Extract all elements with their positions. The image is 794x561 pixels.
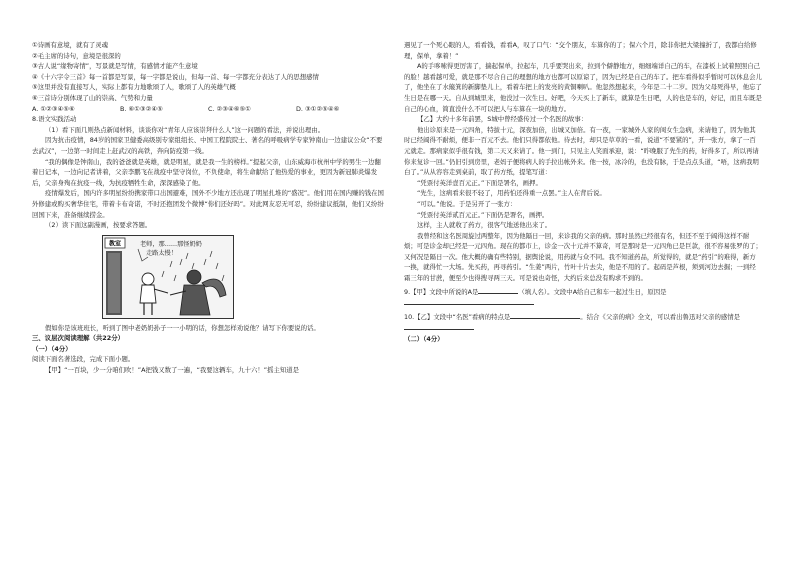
question-9: 9.【甲】文段中所说的A是 （填人名）。文段中A给自己和车一起过生日，原因是 bbox=[404, 286, 762, 309]
passage-yi-p7: 我曾经和这名医周旋过两整年，因为他隔日一回，来诊我的父亲的病。那时虽然已经很有名，但还不至于阔得这样不耐烦；可是诊金却已经是一元四角。现在的都市上，诊金一次十元并不算奇，可是那时是一元四角已是巨款，很不容易张罗的了；又何况是隔日一次。他大概的确有些特别，据舆论说，用药就与众不同。我不知道药品，所觉得的，就是“药引”的难得，新方一换，就得忙一大场。先买药，再寻药引。“生姜”两片，竹叶十片去尖，他是不用的了。起码是芦根，须到河边去掘；一到经霜三年的甘蔗，便至少也得搜寻两三天。可是说也奇怪，大约后来总没有购求不到的。 bbox=[404, 231, 762, 283]
option-c: C. ②③④⑥⑤① bbox=[208, 104, 251, 113]
statement-5: ⑤这里并没有直接写人，实际上都有力地歌颂了人，歌颂了人的英雄气概 bbox=[32, 83, 236, 92]
cartoon-image bbox=[102, 235, 234, 319]
right-column bbox=[404, 40, 762, 345]
cartoon-label: 教室 bbox=[108, 240, 122, 248]
question-1-intro: （1）看下面几则热点新闻材料，谈谈你对“青年人应该崇拜什么人”这一问题的看法，并说出理由。 bbox=[45, 125, 325, 134]
part-2-title: （二）（4分） bbox=[404, 335, 444, 344]
news-paragraph-3: 疫情爆发后，国内许多明星纷纷携家带口出国避难，国外不少地方还出现了明星扎堆的“盛况”。他们用在国内赚的钱在国外修建或购买奢华住宅，带着卡布奇诺，不时还抱团发个微博“你们还好吗”。对此网友忍无可忍，纷纷建议抵制，他们又纷纷回国下来，准备继续捞金。 bbox=[32, 189, 384, 219]
answer-blank-9a[interactable] bbox=[478, 286, 518, 294]
statement-1: ①诗画有意境，就有了灵魂 bbox=[32, 41, 109, 49]
answer-options bbox=[32, 104, 384, 115]
statement-2: ②毛主席的诗句，意境是很深的 bbox=[32, 51, 121, 60]
speech-line-2: 走路太慢！ bbox=[146, 249, 177, 257]
answer-blank-9b[interactable] bbox=[404, 297, 534, 305]
question-10: 10.【乙】文段中“名医”看病的特点是 。结合《父亲的病》全文，可以看出鲁迅对父亲的感情是 bbox=[404, 311, 762, 334]
section-3-title: 三、议层次阅读理解（共22分） bbox=[32, 334, 124, 343]
passage-jia-cont-2: A的手哆嗦得更厉害了，揣起保单，拉起车，几乎要哭出来，拉到个僻静地方，细细端详自己的车，在漆板上试着照照自己的脸！越看越可爱，就是那不尽合自己的理想的地方也都可以原谅了，因为已经是自己的车了。把车看得似乎暂时可以休息会儿了，他坐在了水簸箕的新脚垫儿上，看着车把上的发亮的黄铜喇叭。他忽然想起来，今年是二十二岁。因为父母死得早，他忘了生日是在哪一天。自从到城里来，他没过一次生日。好吧，今天买上了新车，就算是生日吧，人的也是车的，好记，而且车既是自己的心血，简直没什么不可以把人与车算在一块的地方。 bbox=[404, 62, 762, 113]
passage-jia-cont-1: 遇见了一个死心眼的人，看看钱，看看A，叹了口气：“交个朋友，车算你的了；保六个月，除非你把大梁撞折了，我都白给修理，保单，拿着！” bbox=[404, 41, 757, 60]
question-2-prompt: 假如你是该班班长，听到了图中老奶奶孙子一一小明的话，你想怎样劝说他？请写下你要说的话。 bbox=[45, 323, 320, 332]
cartoon-drawing bbox=[102, 235, 234, 319]
passage-jia-start: 【甲】“一百块，少一分咱们吹！”A把钱又数了一遍，“我要这辆车，九十六！”摇主知道是 bbox=[45, 366, 300, 375]
passage-yi-p5: “凭票付英洋贰百元正。”下面仍是署名，画押。 bbox=[417, 210, 549, 219]
statement-3: ③古人说“缘物寄情”，写景就是写情，有感情才能产生意境 bbox=[32, 62, 198, 71]
option-d: D. ③①②⑤④⑥ bbox=[296, 104, 340, 113]
statement-6: ⑥三首诗分别体现了山的崇高、气势和力量 bbox=[32, 93, 153, 102]
passage-yi-p2: “凭票付英洋壹百元正。”下面是署名，画押。 bbox=[417, 178, 542, 187]
news-paragraph-1: 因为抗击疫情，84岁的国家卫健委高级别专家组组长、中国工程院院士、著名的呼吸病学专家钟南山一边建议公众“不要去武汉”，一边第一时间走上赶武汉的高铁，奔向防疫第一线。 bbox=[32, 136, 383, 155]
news-paragraph-2: “我的偶像是钟南山，我的爸爸就是英雄，就是明星，就是我一生的榜样。”提起父亲，山东威海市杭州中学的男生一边翻着日记本，一边向记者讲着，父亲李鹏飞在战疫中坚守岗位，不负使命，将生命献给了他热爱的事业，更因为新冠肺炎爆发后，父亲身殉在抗疫一线，为抗疫牺牲生命，深深感染了他。 bbox=[32, 157, 381, 187]
passage-yi-title: 【乙】大约十多年前罢，S城中曾经盛传过一个名医的故事： bbox=[417, 115, 588, 124]
option-a: A. ①②③④⑤⑥ bbox=[32, 104, 75, 113]
left-column bbox=[32, 40, 384, 376]
passage-yi-p3: “先生，这病看来很不轻了，用药怕还得重一点罢。”主人在背后说。 bbox=[417, 189, 606, 198]
question-2-intro: （2）读下面这副漫画，按要求答题。 bbox=[45, 221, 152, 230]
part-1-title: （一）（4分） bbox=[32, 344, 72, 353]
option-b: B. ⑥①③②④⑤ bbox=[120, 104, 163, 113]
answer-blank-10a[interactable] bbox=[510, 311, 580, 319]
part-1-intro: 阅读下面名著选段，完成下面小题。 bbox=[32, 355, 135, 364]
speech-line-1: 老师，那……那怪奶奶 bbox=[140, 240, 202, 248]
statement-4: ④《十六字令三首》每一首都是写景，每一字都是说山，但每一首、每一字都充分表达了人的思想感情 bbox=[32, 72, 319, 81]
passage-yi-p1: 他出诊原来是一元四角，特拔十元，深夜加倍，出城又加倍。有一夜，一家城外人家的闺女生急病，来请他了，因为他其时已经阔得不耐烦，便非一百元不去。他们只得都依他。待去时，却只是草草的一看，说道“不要紧的”，开一张方，拿了一百元就走。那病家似乎很有钱，第二天又来请了。他一到门，只见主人笑面承迎，说：“昨晚服了先生的药，好得多了，所以再请你来复诊一回。”仍旧引到房里，老妈子便将病人的手拉出帐外来。他一按，冰冷的，也没有脉，于是点点头道，“唔，这病我明白了。”从从容容走到桌前，取了药方纸，提笔写道： bbox=[404, 125, 759, 177]
passage-yi-p4: “可以。”他说。于是另开了一张方： bbox=[417, 199, 517, 208]
section-8-title: 8.语文实践活动 bbox=[32, 115, 77, 124]
answer-blank-10b[interactable] bbox=[404, 322, 474, 330]
passage-yi-p6: 这样，主人就收了药方，很客气地送他出来了。 bbox=[417, 221, 552, 230]
